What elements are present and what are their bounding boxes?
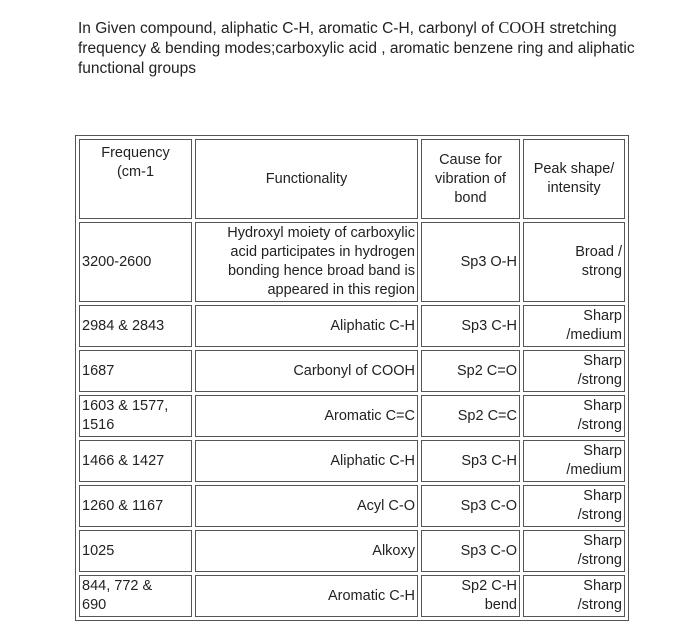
cell-functionality-line: Aromatic C=C [324,407,415,424]
cell-peak-line: /medium [566,327,622,343]
cell-peak [523,575,625,617]
cell-peak [523,222,625,302]
cell-peak-line: /medium [566,462,622,478]
table-header-row [79,139,625,219]
cell-frequency [79,222,192,302]
cell-frequency [79,440,192,482]
cell-peak-line: strong [581,263,622,279]
cell-functionality-line: appeared in this region [267,282,415,298]
cell-peak-line: Sharp [583,353,622,369]
cell-functionality-line: Hydroxyl moiety of carboxylic [227,225,415,241]
cell-peak-line: /strong [577,597,622,613]
cell-peak [523,440,625,482]
intro-text-part2: stretching frequency & bending modes;carboxylic acid , aromatic benzene ring and aliphatic functional groups [78,20,635,77]
cell-frequency-line: 1603 & 1577, [82,398,169,414]
cell-frequency-line: 1466 & 1427 [82,452,165,469]
header-frequency-line2: (cm-1 [116,164,155,180]
cell-functionality-line: Alkoxy [372,542,415,559]
table-row [79,530,625,572]
table-body [79,139,625,617]
cell-peak [523,350,625,392]
cell-functionality-line: bonding hence broad band is [227,263,415,279]
cell-functionality-line: Carbonyl of COOH [293,362,415,379]
table-row [79,575,625,617]
table-row [79,485,625,527]
header-cause [421,139,520,219]
table-row [79,395,625,437]
cell-bond [421,305,520,347]
cell-bond-line: Sp3 C-H [461,452,517,469]
cell-frequency-line: 690 [82,597,107,613]
cell-peak-line: /strong [577,507,622,523]
cell-peak-line: Sharp [583,398,622,414]
cell-bond [421,485,520,527]
cell-functionality [195,440,418,482]
cell-frequency-line: 1260 & 1167 [82,497,164,514]
cell-functionality [195,530,418,572]
cell-functionality [195,485,418,527]
cell-functionality-line: Acyl C-O [357,497,415,514]
table-row [79,440,625,482]
cell-frequency-line: 844, 772 & [82,578,153,594]
cell-bond-line: Sp2 C=C [457,407,517,424]
cell-functionality-line: Aromatic C-H [327,587,415,604]
cell-frequency [79,530,192,572]
cell-bond [421,350,520,392]
cell-functionality [195,395,418,437]
table-row [79,350,625,392]
header-frequency [79,139,192,219]
cell-bond [421,440,520,482]
cell-peak [523,485,625,527]
cell-functionality-line: Aliphatic C-H [330,452,415,469]
cell-bond-line: bend [484,597,517,613]
cell-frequency-line: 1687 [82,362,115,379]
cell-frequency [79,575,192,617]
cell-frequency-line: 1025 [82,542,115,559]
cell-functionality-line: acid participates in hydrogen [230,244,415,260]
cell-peak-line: Sharp [583,443,622,459]
cell-frequency [79,395,192,437]
cell-frequency-line: 1516 [82,417,115,433]
intro-cooh: COOH [498,18,546,37]
cell-frequency [79,350,192,392]
header-peak-line1: Peak shape/ [533,161,615,177]
header-peak [523,139,625,219]
cell-functionality-line: Aliphatic C-H [330,317,415,334]
cell-bond-line: Sp3 C-H [461,317,517,334]
cell-peak-line: Broad / [575,244,622,260]
cell-peak-line: Sharp [583,533,622,549]
cell-peak-line: Sharp [583,488,622,504]
cell-bond-line: Sp3 C-O [460,497,517,514]
cell-peak [523,395,625,437]
cell-functionality [195,575,418,617]
cell-bond [421,530,520,572]
header-functionality: Functionality [195,139,418,219]
cell-bond [421,395,520,437]
cell-frequency-line: 3200-2600 [82,253,152,270]
cell-peak-line: Sharp [583,308,622,324]
cell-functionality [195,350,418,392]
cell-frequency-line: 2984 & 2843 [82,317,165,334]
cell-bond-line: Sp2 C=O [456,362,517,379]
cell-functionality [195,305,418,347]
cell-peak [523,530,625,572]
table-row [79,305,625,347]
ir-frequency-table [75,135,629,621]
header-cause-line2: vibration of [435,170,506,187]
header-cause-line3: bond [454,189,487,206]
table-row [79,222,625,302]
cell-bond [421,575,520,617]
cell-peak-line: /strong [577,417,622,433]
cell-peak-line: /strong [577,552,622,568]
cell-bond [421,222,520,302]
cell-functionality [195,222,418,302]
header-frequency-line1: Frequency [101,145,170,161]
cell-peak-line: Sharp [583,578,622,594]
header-peak-line2: intensity [547,180,601,196]
cell-bond-line: Sp3 C-O [460,542,517,559]
cell-bond-line: Sp2 C-H [461,578,517,594]
cell-peak [523,305,625,347]
cell-peak-line: /strong [577,372,622,388]
cell-frequency [79,305,192,347]
header-cause-line1: Cause for [439,151,502,168]
cell-bond-line: Sp3 O-H [460,253,517,270]
intro-text-part1: In Given compound, aliphatic C-H, aromatic C-H, carbonyl of [78,20,499,37]
cell-frequency [79,485,192,527]
intro-paragraph [78,18,638,79]
